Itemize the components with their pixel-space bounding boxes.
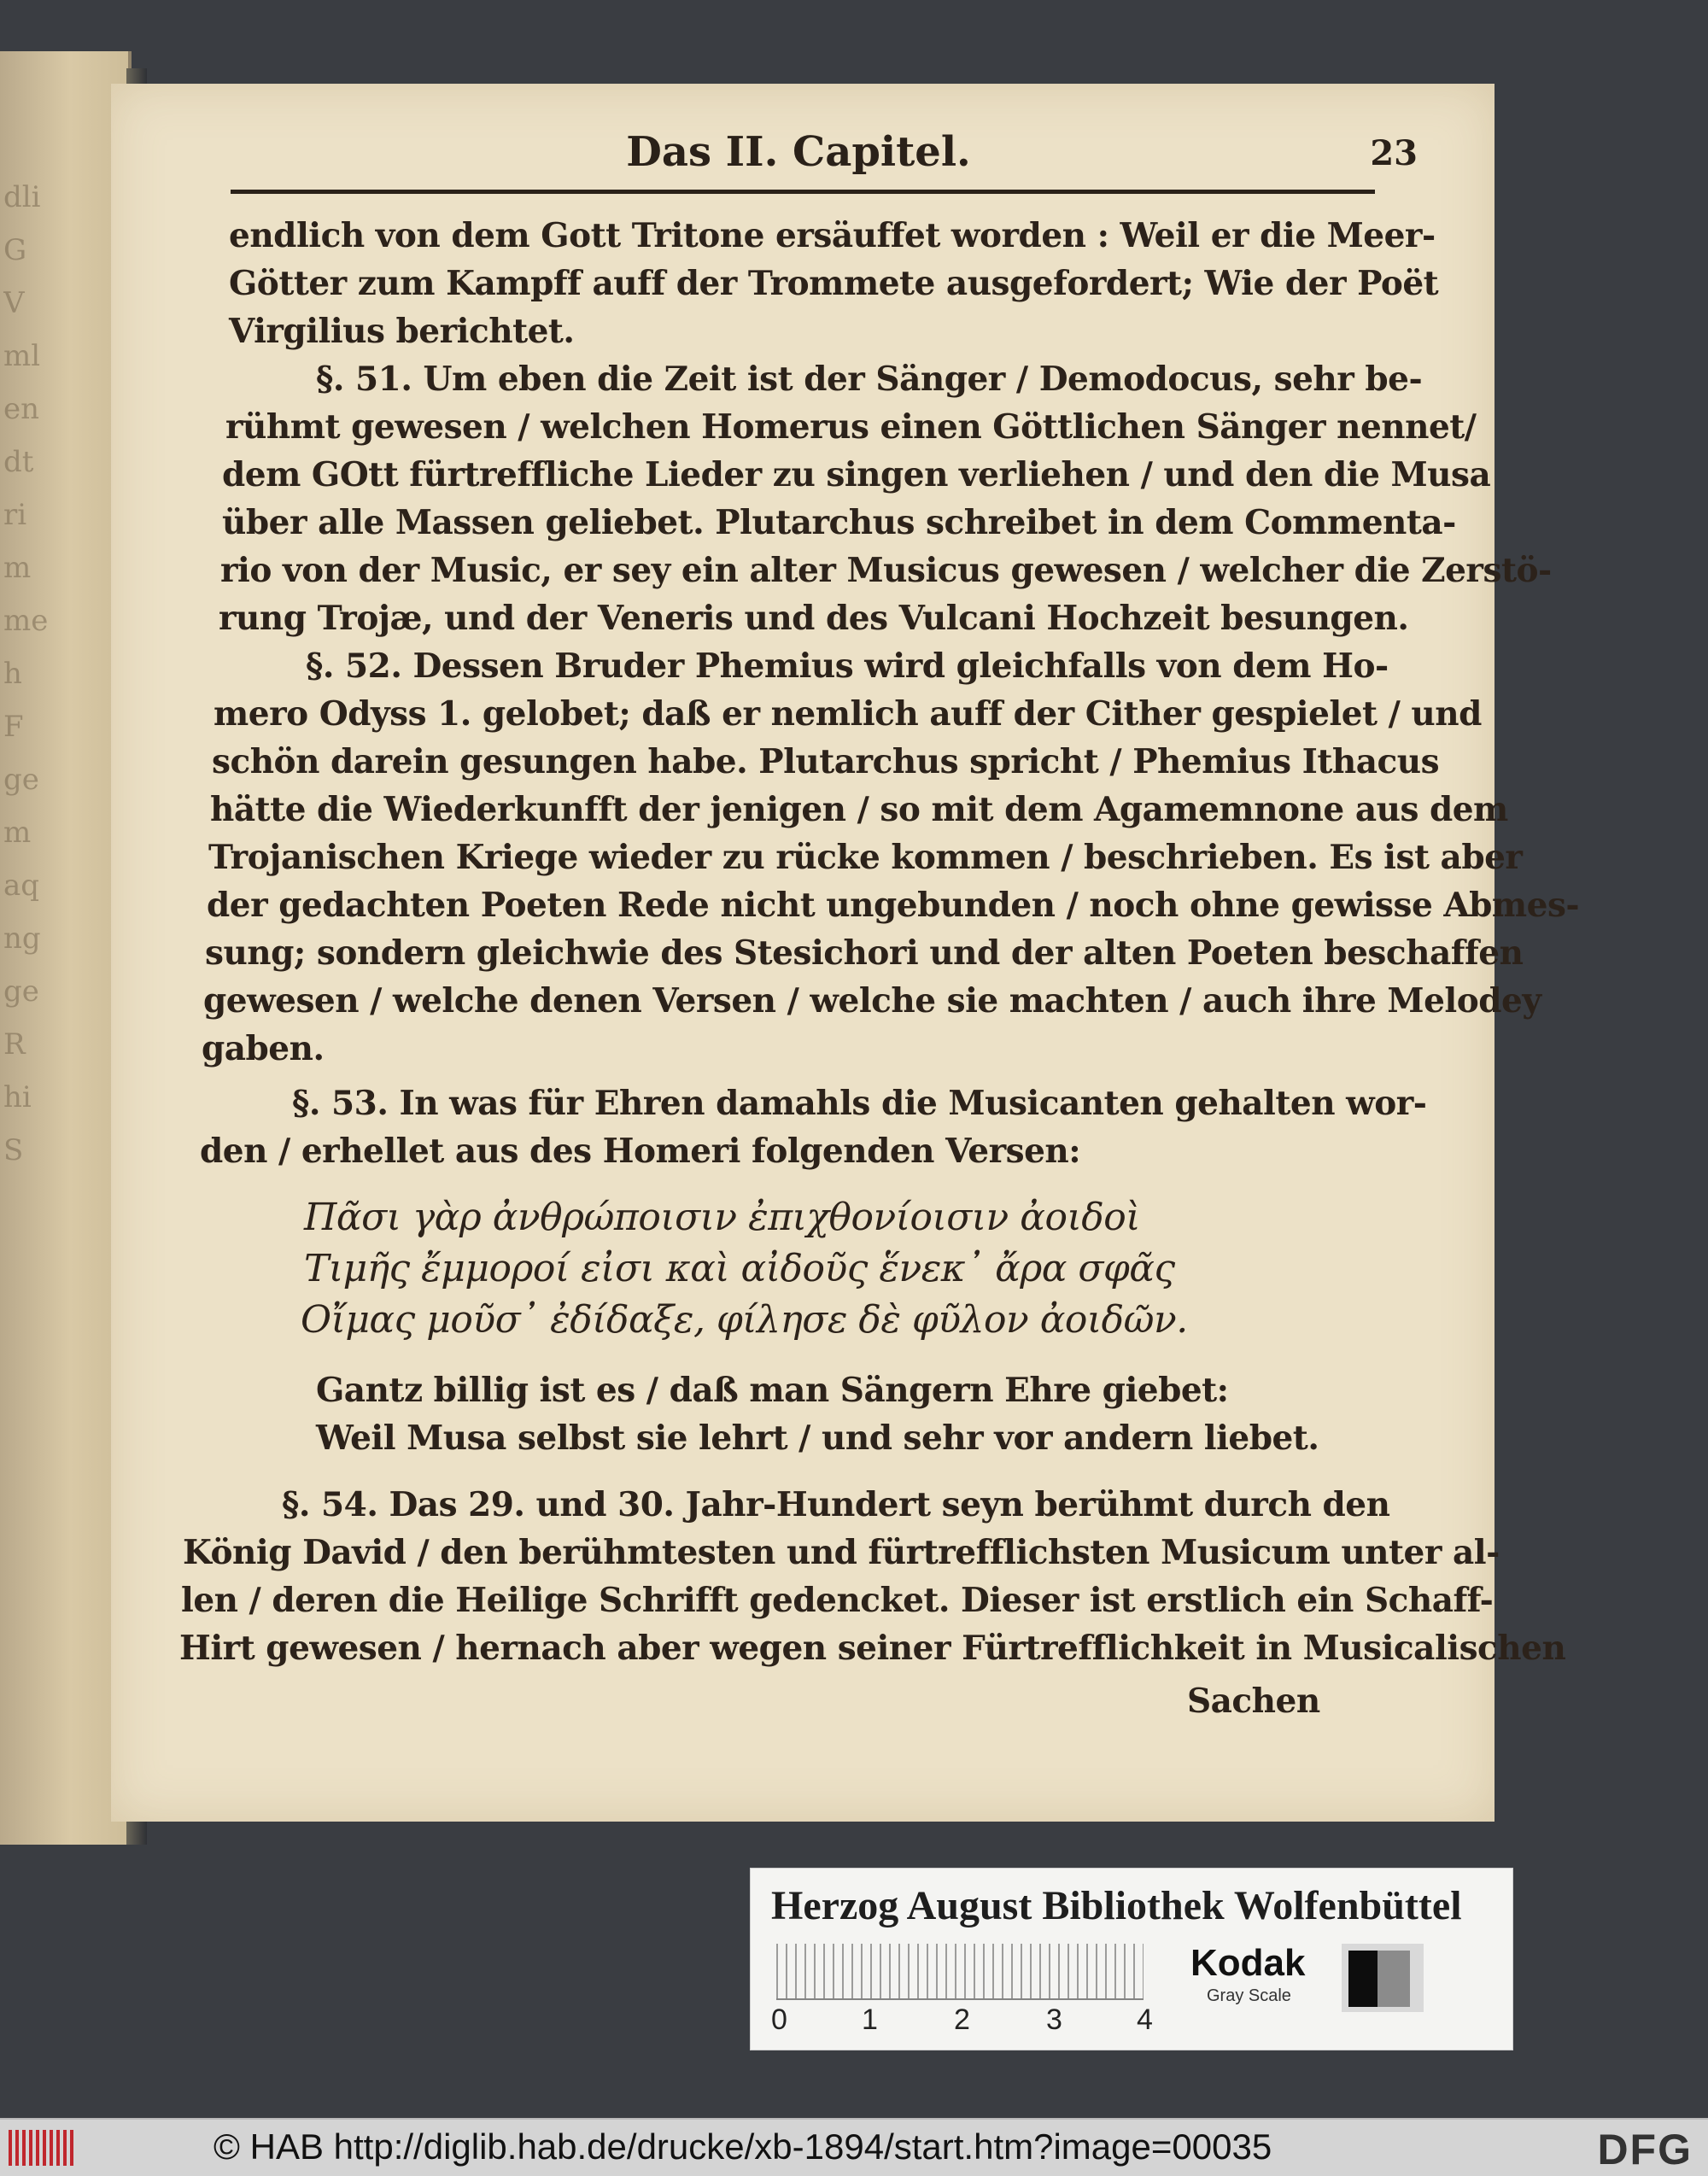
text-line: dem GOtt fürtreffliche Lieder zu singen verliehen / und den die Musa bbox=[222, 455, 1491, 494]
gray-scale-caption: Gray Scale bbox=[1207, 1986, 1291, 2005]
library-color-target-label bbox=[750, 1868, 1513, 2050]
running-head bbox=[179, 128, 1418, 188]
fragment: ml bbox=[3, 339, 41, 373]
text-line: rio von der Music, er sey ein alter Musicus gewesen / welcher die Zerstö- bbox=[220, 551, 1552, 590]
fragment: dli bbox=[3, 180, 41, 214]
scale-ruler bbox=[776, 1944, 1144, 2000]
ruler-number: 2 bbox=[954, 2003, 970, 2036]
fragment: ge bbox=[3, 974, 39, 1009]
page-number: 23 bbox=[1370, 133, 1418, 173]
barcode-icon bbox=[9, 2130, 77, 2166]
text-line: mero Odyss 1. gelobet; daß er nemlich auff der Cither gespielet / und bbox=[214, 694, 1482, 734]
fragment: m bbox=[3, 551, 32, 585]
text-line: gaben. bbox=[202, 1029, 325, 1068]
text-line: der gedachten Poeten Rede nicht ungebunden / noch ohne gewisse Abmes- bbox=[207, 886, 1580, 925]
fragment: V bbox=[3, 286, 25, 320]
fragment: ri bbox=[3, 498, 27, 532]
library-name: Herzog August Bibliothek Wolfenbüttel bbox=[771, 1883, 1462, 1928]
gray-swatch bbox=[1378, 1951, 1410, 2007]
ruler-number: 4 bbox=[1137, 2003, 1153, 2036]
text-line: gewesen / welche denen Versen / welche sie machten / auch ihre Melodey bbox=[203, 981, 1541, 1021]
text-line: König David / den berühmtesten und fürtrefflichsten Musicum unter al- bbox=[183, 1533, 1500, 1572]
text-line: len / deren die Heilige Schrifft gedencket. Dieser ist erstlich ein Schaff- bbox=[181, 1581, 1494, 1620]
text-line: rung Trojæ, und der Veneris und des Vulcani Hochzeit besungen. bbox=[219, 599, 1409, 638]
text-line: §. 53. In was für Ehren damahls die Musicanten gehalten wor- bbox=[292, 1084, 1427, 1123]
german-verse: Gantz billig ist es / daß man Sängern Ehre giebet: bbox=[316, 1371, 1229, 1410]
greek-verse: Τιμῆς ἔμμοροί εἰσι καὶ αἰδοῦς ἕνεκ᾽ ἄρα σφᾶς bbox=[304, 1247, 1175, 1290]
kodak-logo: Kodak bbox=[1190, 1942, 1306, 1984]
text-line: hätte die Wiederkunfft der jenigen / so mit dem Agamemnone aus dem bbox=[210, 790, 1508, 829]
greek-verse: Οἴμας μοῦσ᾽ ἐδίδαξε, φίλησε δὲ φῦλον ἀοιδῶν. bbox=[301, 1298, 1188, 1342]
fragment: m bbox=[3, 816, 32, 850]
text-line: Trojanischen Kriege wieder zu rücke kommen / beschrieben. Es ist aber bbox=[208, 838, 1523, 877]
chapter-title: Das II. Capitel. bbox=[626, 128, 971, 176]
fragment: hi bbox=[3, 1080, 32, 1114]
fragment: ng bbox=[3, 921, 41, 956]
footer-bar bbox=[0, 2118, 1708, 2176]
fragment: G bbox=[3, 233, 27, 267]
text-line: sung; sondern gleichwie des Stesichori und der alten Poeten beschaffen bbox=[205, 933, 1524, 973]
catchword: Sachen bbox=[1187, 1682, 1320, 1721]
fragment: aq bbox=[3, 869, 40, 903]
ruler-number: 1 bbox=[862, 2003, 878, 2036]
previous-page-text-fragments bbox=[3, 171, 55, 1177]
fragment: dt bbox=[3, 445, 34, 479]
fragment: h bbox=[3, 657, 22, 691]
ruler-number: 3 bbox=[1046, 2003, 1062, 2036]
text-line: Virgilius berichtet. bbox=[229, 312, 575, 351]
text-line: über alle Massen geliebet. Plutarchus schreibet in dem Commenta- bbox=[222, 503, 1456, 542]
copyright-url[interactable]: © HAB http://diglib.hab.de/drucke/xb-1894/start.htm?image=00035 bbox=[214, 2126, 1272, 2167]
text-line: den / erhellet aus des Homeri folgenden Versen: bbox=[200, 1132, 1081, 1171]
fragment: ge bbox=[3, 763, 39, 797]
text-line: schön darein gesungen habe. Plutarchus spricht / Phemius Ithacus bbox=[212, 742, 1440, 781]
black-swatch bbox=[1348, 1951, 1378, 2007]
text-line: endlich von dem Gott Tritone ersäuffet worden : Weil er die Meer- bbox=[229, 216, 1436, 255]
fragment: F bbox=[3, 710, 24, 744]
greek-verse: Πᾶσι γὰρ ἀνθρώποισιν ἐπιχθονίοισιν ἀοιδοὶ bbox=[304, 1196, 1140, 1239]
text-line: rühmt gewesen / welchen Homerus einen Göttlichen Sänger nennet/ bbox=[225, 407, 1477, 447]
text-line: Hirt gewesen / hernach aber wegen seiner Fürtrefflichkeit in Musicalischen bbox=[179, 1629, 1566, 1668]
book-page bbox=[111, 84, 1580, 1822]
german-verse: Weil Musa selbst sie lehrt / und sehr vor andern liebet. bbox=[316, 1418, 1319, 1458]
text-line: §. 52. Dessen Bruder Phemius wird gleichfalls von dem Ho- bbox=[306, 646, 1389, 686]
fragment: R bbox=[3, 1027, 26, 1062]
text-line: §. 54. Das 29. und 30. Jahr-Hundert seyn berühmt durch den bbox=[282, 1485, 1390, 1524]
text-line: Götter zum Kampff auff der Trommete ausgefordert; Wie der Poët bbox=[229, 264, 1439, 303]
header-rule bbox=[231, 190, 1375, 194]
dfg-logo: DFG bbox=[1597, 2126, 1693, 2173]
text-line: §. 51. Um eben die Zeit ist der Sänger / Demodocus, sehr be- bbox=[316, 360, 1423, 399]
fragment: en bbox=[3, 392, 40, 426]
ruler-number: 0 bbox=[771, 2003, 787, 2036]
fragment: S bbox=[3, 1133, 24, 1167]
fragment: me bbox=[3, 604, 49, 638]
